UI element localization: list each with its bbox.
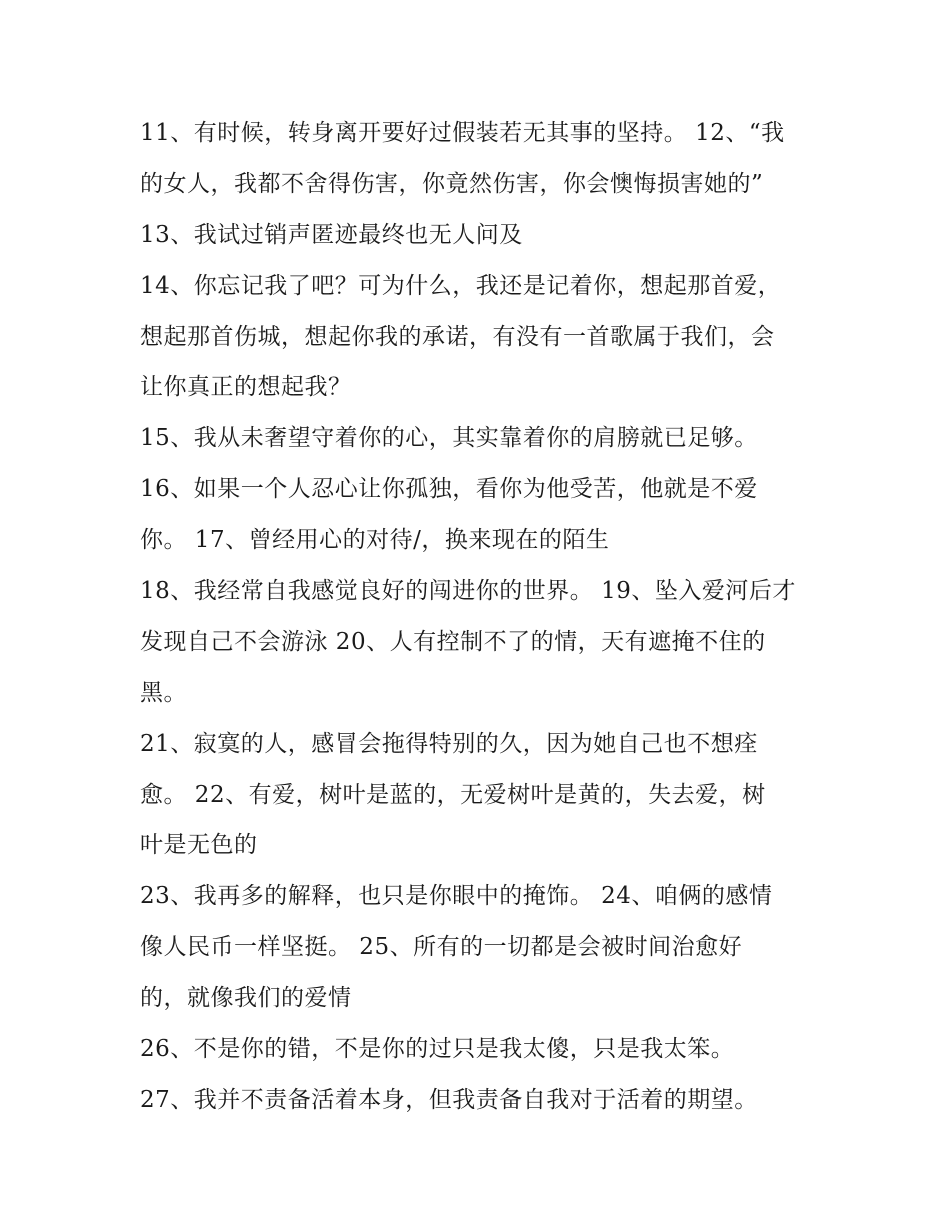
text-line: 让你真正的想起我？ [140, 374, 352, 401]
text-line: 黑。 [140, 679, 187, 706]
text-line: 13、我试过销声匿迹最终也无人问及 [140, 221, 523, 248]
text-line: 像人民币一样坚挺。 25、所有的一切都是会被时间治愈好 [140, 934, 743, 961]
text-line: 发现自己不会游泳 20、人有控制不了的情，天有遮掩不住的 [140, 628, 766, 655]
text-line: 想起那首伤城，想起你我的承诺，有没有一首歌属于我们，会 [140, 323, 775, 350]
text-line: 14、你忘记我了吧？可为什么，我还是记着你，想起那首爱， [140, 272, 782, 299]
text-line: 27、我并不责备活着本身，但我责备自我对于活着的期望。 [140, 1086, 758, 1113]
text-line: 叶是无色的 [140, 832, 258, 859]
text-line: 的女人，我都不舍得伤害，你竟然伤害，你会懊悔损害她的” [140, 170, 764, 197]
text-line: 21、寂寞的人，感冒会拖得特别的久，因为她自己也不想痊 [140, 730, 758, 757]
text-line: 你。 17、曾经用心的对待/，换来现在的陌生 [140, 527, 610, 554]
text-line: 26、不是你的错，不是你的过只是我太傻，只是我太笨。 [140, 1036, 735, 1063]
text-line: 愈。 22、有爱，树叶是蓝的，无爱树叶是黄的，失去爱，树 [140, 781, 766, 808]
text-line: 18、我经常自我感觉良好的闯进你的世界。 19、坠入爱河后才 [140, 578, 796, 605]
text-line: 15、我从未奢望守着你的心，其实靠着你的肩膀就已足够。 [140, 425, 758, 452]
text-line: 的，就像我们的爱情 [140, 985, 352, 1012]
text-line: 11、有时候，转身离开要好过假装若无其事的坚持。 12、“我 [140, 120, 785, 146]
document-body [140, 108, 830, 1126]
text-line: 16、如果一个人忍心让你孤独，看你为他受苦，他就是不爱 [140, 476, 758, 503]
text-line: 23、我再多的解释，也只是你眼中的掩饰。 24、咱俩的感情 [140, 883, 773, 910]
